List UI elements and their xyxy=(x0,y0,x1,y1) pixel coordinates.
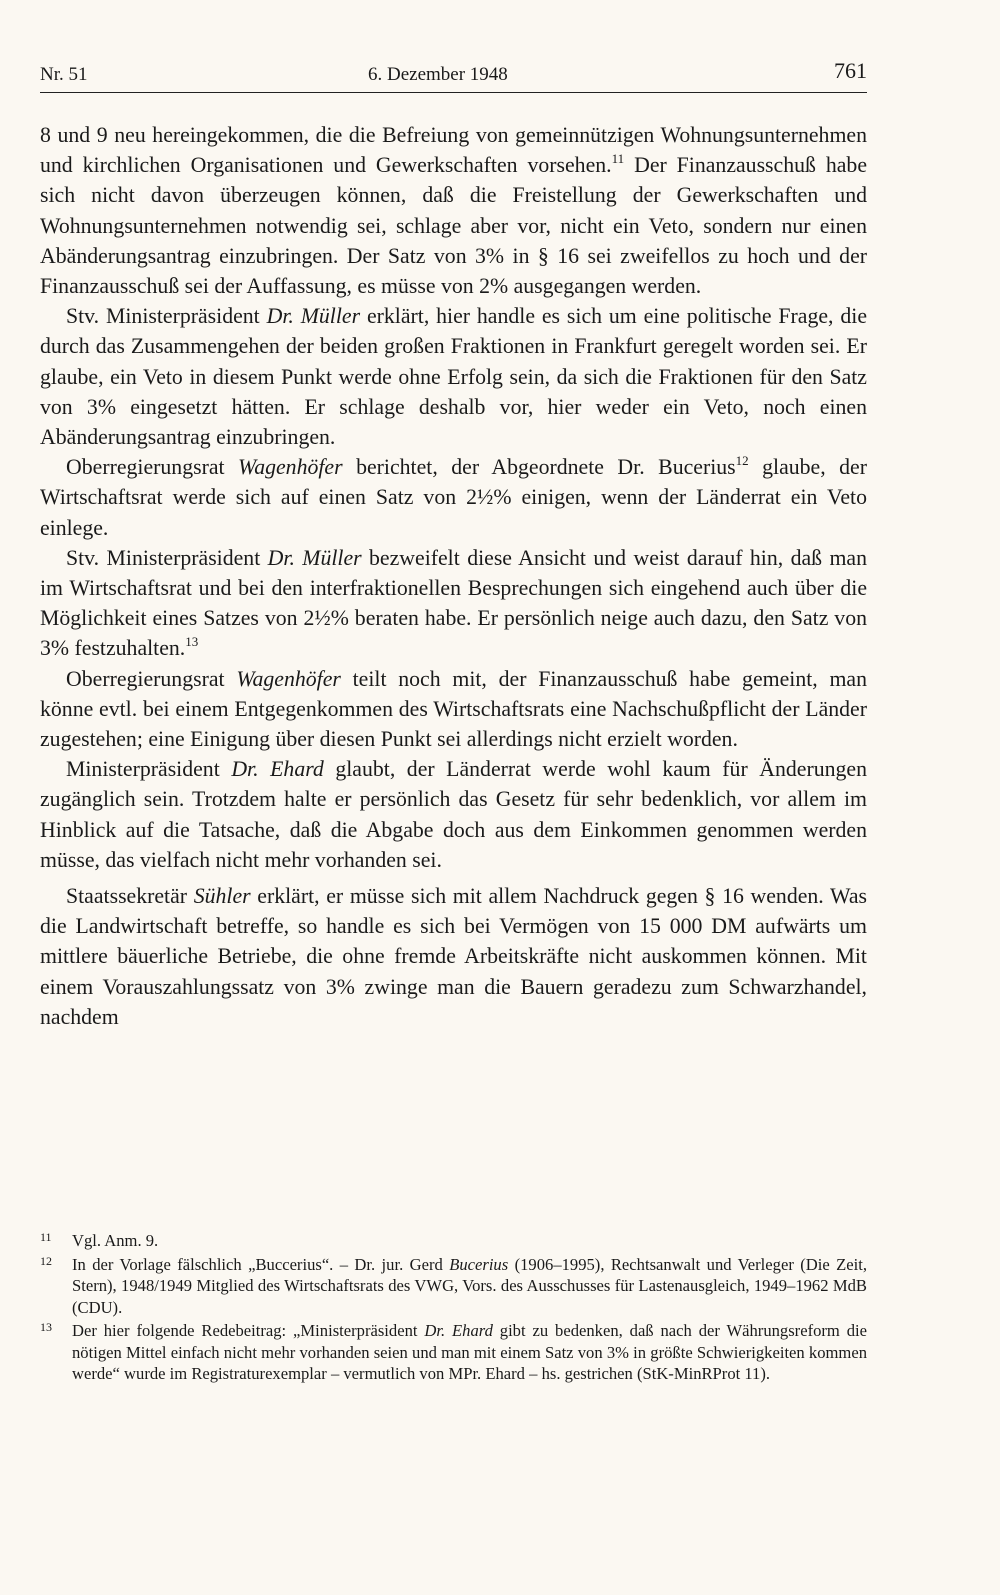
body-text xyxy=(40,120,867,1032)
text-run: In der Vorlage fälschlich „Buccerius“. – Dr. jur. Gerd xyxy=(72,1254,450,1274)
text-run: Stv. Ministerpräsident xyxy=(66,545,268,570)
text-run: gibt zu bedenken, daß nach der Währungsreform die nötigen Mittel einfach nicht mehr vorhanden seien und man mit einem Satz von 3% in größte Schwierigkeiten kommen werde“ wurde im Registraturexemplar – vermutlich von MPr. Ehard – hs. gestrichen (StK-MinRProt 11). xyxy=(72,1321,867,1383)
text-run: Staatssekretär xyxy=(66,884,194,909)
speaker-name: Dr. Müller xyxy=(266,304,361,329)
paragraph xyxy=(40,452,867,543)
paragraph xyxy=(40,301,867,452)
text-run: 8 und 9 neu hereingekommen, die die Befreiung von gemeinnützigen Wohnungsunternehmen und kirchlichen Organisationen und Gewerkschaften vorsehen. xyxy=(40,123,867,178)
text-run: Der Finanzausschuß habe sich nicht davon überzeugen können, daß die Freistellung der Gewerkschaften und Wohnungsunternehmen notwendig sei, schlage aber vor, nicht ein Veto, sondern nur einen Abänderungsantrag einzubringen. Der Satz von 3% in § 16 sei zweifellos zu hoch und der Finanzausschuß sei der Auffassung, es müsse von 2% ausgegangen werden. xyxy=(40,153,867,299)
footnote xyxy=(40,1254,867,1319)
speaker-name: Dr. Müller xyxy=(267,545,362,570)
footnote-ref: 12 xyxy=(735,453,749,469)
paragraph xyxy=(40,120,867,301)
footnote-number: 11 xyxy=(40,1230,52,1244)
speaker-name: Bucerius xyxy=(449,1254,509,1274)
text-run: Ministerpräsident xyxy=(66,757,232,782)
speaker-name: Dr. Ehard xyxy=(231,757,324,782)
text-run: erklärt, hier handle es sich um eine politische Frage, die durch das Zusammengehen der beiden großen Fraktionen in Frankfurt geregelt worden sei. Er glaube, ein Veto in diesem Punkt werde ohne Erfolg sein, da sich die Fraktionen für den Satz von 3% eingesetzt hätten. Er schlage deshalb vor, hier weder ein Veto, noch einen Abänderungsantrag einzubringen. xyxy=(40,304,867,450)
footnote-ref: 11 xyxy=(611,151,625,167)
running-header xyxy=(40,58,867,93)
footnote xyxy=(40,1320,867,1385)
text-run: bezweifelt diese Ansicht und weist darauf hin, daß man im Wirtschaftsrat und bei den interfraktionellen Besprechungen sich eingehend auch über die Möglichkeit eines Satzes von 2½% beraten habe. Er persönlich neige auch dazu, den Satz von 3% festzuhalten. xyxy=(40,545,867,661)
text-run: Oberregierungsrat xyxy=(66,455,239,480)
paragraph xyxy=(40,754,867,875)
text-run: (1906–1995), Rechtsanwalt und Verleger (Die Zeit, Stern), 1948/1949 Mitglied des Wirtschaftsrats des VWG, Vors. des Ausschusses für Lastenausgleich, 1949–1962 MdB (CDU). xyxy=(72,1254,867,1317)
footnotes xyxy=(40,1230,867,1387)
footnote-number: 12 xyxy=(40,1253,52,1268)
footnote-number: 13 xyxy=(40,1320,52,1334)
text-run: Oberregierungsrat xyxy=(66,666,237,691)
page-number: 761 xyxy=(834,58,867,83)
footnote xyxy=(40,1230,867,1252)
issue-number: Nr. 51 xyxy=(40,64,88,85)
text-run: Stv. Ministerpräsident xyxy=(66,304,267,329)
text-run: Der hier folgende Redebeitrag: „Ministerpräsident xyxy=(72,1321,425,1340)
speaker-name: Sühler xyxy=(193,884,251,909)
text-run: Vgl. Anm. 9. xyxy=(72,1231,159,1250)
paragraph xyxy=(40,543,867,664)
footnote-ref: 13 xyxy=(185,634,199,650)
text-run: glaube, der Wirtschaftsrat werde sich auf einen Satz von 2½% einigen, wenn der Länderrat ein Veto einlege. xyxy=(40,455,867,540)
header-date: 6. Dezember 1948 xyxy=(368,64,508,85)
speaker-name: Dr. Ehard xyxy=(424,1321,493,1340)
text-run: berichtet, der Abgeordnete Dr. Bucerius xyxy=(342,455,736,480)
paragraph xyxy=(40,664,867,755)
text-run: teilt noch mit, der Finanzausschuß habe gemeint, man könne evtl. bei einem Entgegenkommen des Wirtschaftsrats eine Nachschußpflicht der Länder zugestehen; eine Einigung über diesen Punkt sei allerdings nicht erzielt worden. xyxy=(40,666,867,752)
text-run: erklärt, er müsse sich mit allem Nachdruck gegen § 16 wenden. Was die Landwirtschaft betreffe, so handle es sich bei Vermögen von 15 000 DM aufwärts um mittlere bäuerliche Betriebe, die ohne fremde Arbeitskräfte nicht auskommen können. Mit einem Vorauszahlungssatz von 3% zwinge man die Bauern geradezu zum Schwarzhandel, nachdem xyxy=(40,884,867,1029)
text-run: glaubt, der Länderrat werde wohl kaum für Änderungen zugänglich sein. Trotzdem halte er persönlich das Gesetz für sehr bedenklich, vor allem im Hinblick auf die Tatsache, daß die Abgabe doch aus dem Einkommen genommen werden müsse, das vielfach nicht mehr vorhanden sei. xyxy=(40,757,867,872)
speaker-name: Wagenhöfer xyxy=(236,666,341,691)
paragraph xyxy=(40,881,867,1032)
speaker-name: Wagenhöfer xyxy=(238,455,343,480)
